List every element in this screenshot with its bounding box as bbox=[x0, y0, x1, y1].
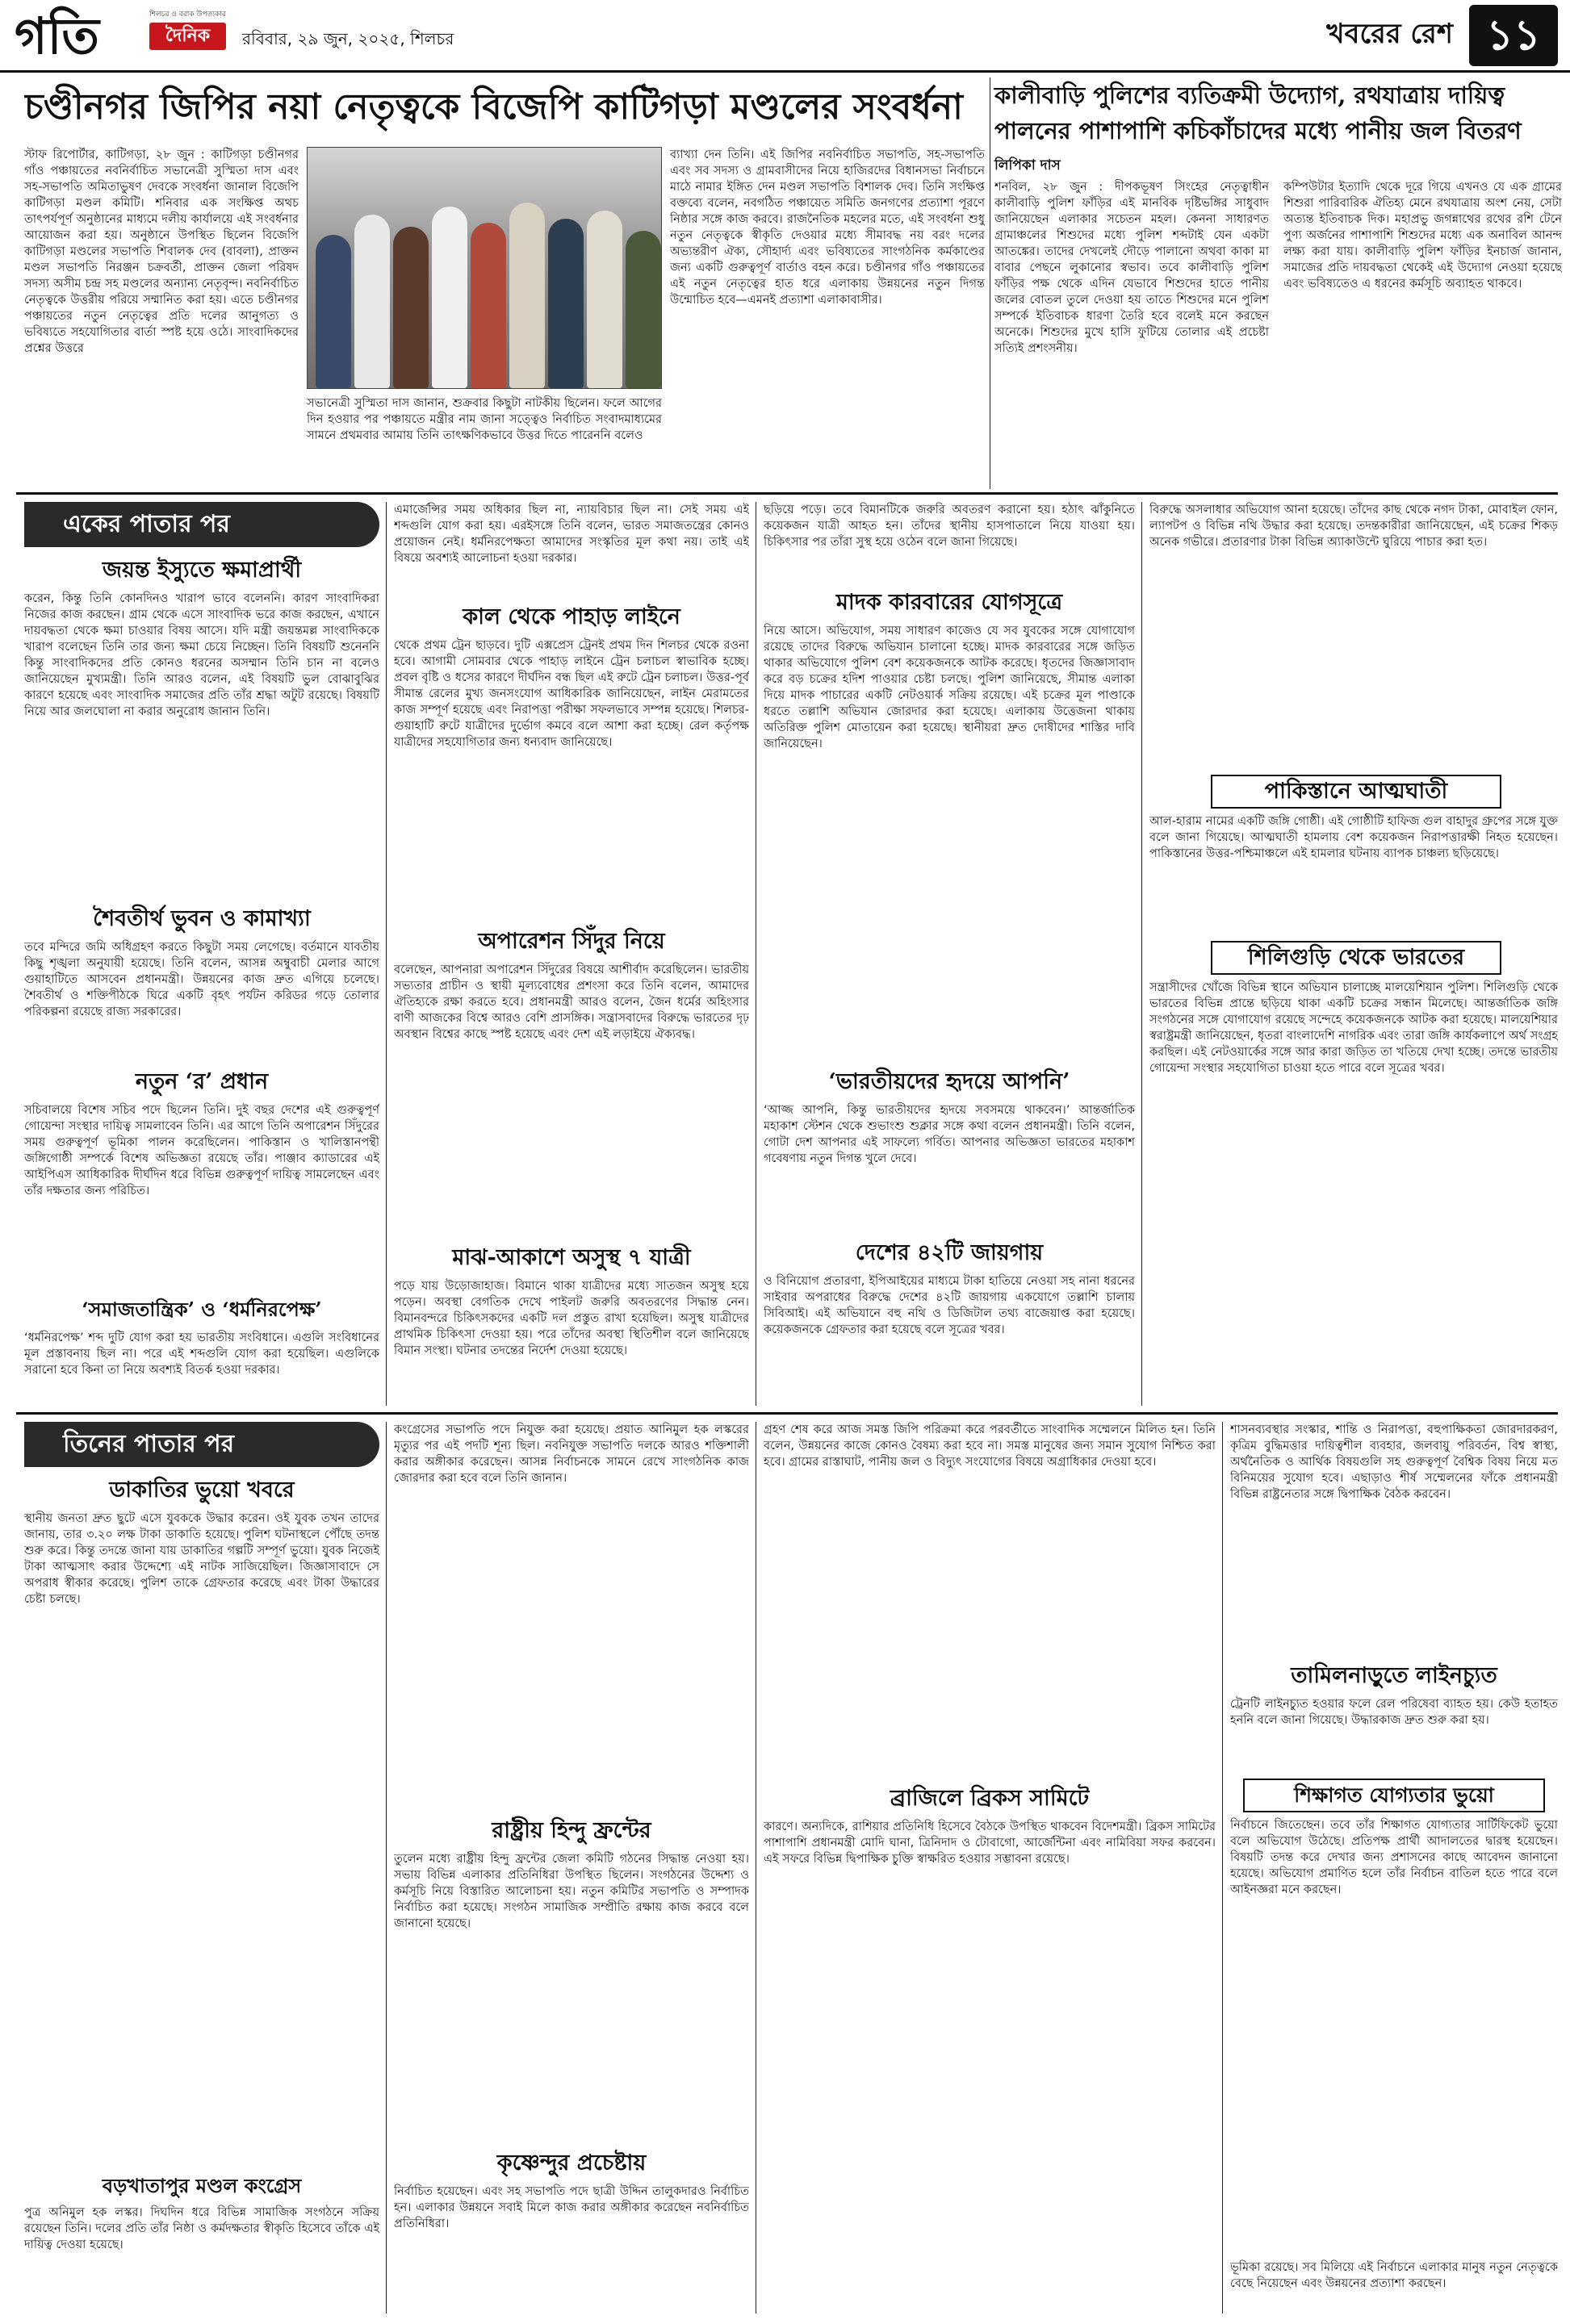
article-hill-line: থেকে প্রথম ট্রেন ছাড়বে। দুটি এক্সপ্রেস ট্রেনই প্রথম দিন শিলচর থেকে রওনা হবে। আগামী সোমবার থেকে পাহাড় লাইনে ট্রেন চলাচল স্বাভাবিক হচ্ছে। প্রবল বৃষ্টি ও ধসের কারণে দীর্ঘদিন বন্ধ ছিল এই রুটে ট্রেন চলাচল। উত্তর-পূর্ব সীমান্ত রেলের মুখ্য জনসংযোগ আধিকারিক জানিয়েছেন, লাইন মেরামতের কাজ সম্পূর্ণ হয়েছে এবং নিরাপত্তা পরীক্ষা সফলভাবে সম্পন্ন হয়েছে। শিলচর-গুয়াহাটি রুটে যাত্রীদের দুর্ভোগ কমবে বলে আশা করা হচ্ছে। রেল কর্তৃপক্ষ যাত্রীদের সহযোগিতার জন্য ধন্যবাদ জানিয়েছে। bbox=[394, 639, 749, 749]
section-banner-continued-page-3: তিনের পাতার পর bbox=[24, 1422, 379, 1467]
article-fake-robbery: স্থানীয় জনতা দ্রুত ছুটে এসে যুবককে উদ্ধার করেন। ওই যুবক তখন তাদের জানায়, তার ৩.২০ লক্ষ টাকা ডাকাতি হয়েছে। পুলিশ ঘটনাস্থলে পৌঁছে তদন্ত শুরু করে। কিন্তু তদন্তে জানা যায় ডাকাতির গল্পটি সম্পূর্ণ ভুয়ো। যুবক নিজেই টাকা আত্মসাৎ করার উদ্দেশ্যে এই নাটক সাজিয়েছিল। জিজ্ঞাসাবাদে সে অপরাধ স্বীকার করেছে। পুলিশ তাকে গ্রেফতার করেছে এবং টাকা উদ্ধারের চেষ্টা চলছে। bbox=[24, 1512, 379, 1606]
lead-photo bbox=[307, 147, 662, 389]
daily-badge: দৈনিক bbox=[149, 23, 226, 50]
column-divider bbox=[1141, 502, 1142, 1406]
article-midair-continued: ছড়িয়ে পড়ে। তবে বিমানটিকে জরুরি অবতরণ করানো হয়। হঠাৎ ঝাঁকুনিতে কয়েকজন যাত্রী আহত হন। তাঁদের স্থানীয় হাসপাতালে নিয়ে যাওয়া হয়। চিকিৎসার পর তাঁরা সুস্থ হয়ে ওঠেন বলে জানা গিয়েছে। bbox=[764, 504, 1135, 549]
subhead-krishnendu: কৃষ্ণেন্দুর প্রচেষ্টায় bbox=[496, 2151, 647, 2176]
article-krishnendu-continued: গ্রহণ শেষ করে আজ সমস্ত জিপি পরিক্রমা করে পরবর্তীতে সাংবাদিক সম্মেলনে মিলিত হন। তিনি বলেন, উন্নয়নের কাজে কোনও বৈষম্য করা হবে না। সমস্ত মানুষের জন্য সমান সুযোগ নিশ্চিত করা হবে। গ্রামের রাস্তাঘাট, পানীয় জল ও বিদ্যুৎ সংযোগের বিষয়ে অগ্রাধিকার দেওয়া হবে। bbox=[764, 1423, 1216, 1469]
article-krishnendu: নির্বাচিত হয়েছেন। এবং সহ সভাপতি পদে ছাত্রী উদ্দিন তালুকদারও নির্বাচিত হন। এলাকার উন্নয়নে সবাই মিলে কাজ করার অঙ্গীকার করেছেন নবনির্বাচিত প্রতিনিধিরা। bbox=[394, 2185, 749, 2230]
column-divider bbox=[386, 1422, 387, 2314]
subhead-fake-robbery: ডাকাতির ভুয়ো খবরে bbox=[109, 1478, 295, 1503]
lead-story-column-2: ব্যাখ্যা দেন তিনি। এই জিপির নবনির্বাচিত সভাপতি, সহ-সভাপতি এবং সব সদস্য ও গ্রামবাসীদের নিয়ে হাজিরদের বিধানসভা নির্বাচনে মাঠে নামার ইঙ্গিত দেন মণ্ডল সভাপতি বিশালক দেব। তিনি সংক্ষিপ্ত বক্তব্যে বলেন, নবগঠিত পঞ্চায়েত সমিতি জনগণের প্রত্যাশা পূরণে নিষ্ঠার সঙ্গে কাজ করবে। রাজনৈতিক মহলের মতে, এই সংবর্ধনা শুধু নতুন নেতৃত্বকে স্বীকৃতি দেওয়ার মধ্যে সীমাবদ্ধ নয় বরং দলের অভ্যন্তরীণ ঐক্য, সৌহার্দ্য এবং ভবিষ্যতের সাংগঠনিক কর্মকাণ্ডের জন্য একটি গুরুত্বপূর্ণ বার্তাও বহন করে। চণ্ডীনগর গাঁও পঞ্চায়তের এই নতুন নেতৃত্বের হাত ধরে এলাকায় উন্নয়নের নতুন দিগন্ত উন্মোচিত হবে—এমনই প্রত্যাশা এলাকাবাসীর। bbox=[670, 148, 985, 307]
column-divider bbox=[386, 502, 387, 1406]
article-tamilnadu-derail: ট্রেনটি লাইনচ্যুত হওয়ার ফলে রেল পরিষেবা ব্যাহত হয়। কেউ হতাহত হননি বলে জানা গিয়েছে। উদ্ধারকাজ দ্রুত শুরু করা হয়। bbox=[1230, 1698, 1558, 1727]
subhead-pakistan-suicide: পাকিস্তানে আত্মঘাতী bbox=[1211, 775, 1501, 809]
article-42-places: ও বিনিয়োগ প্রতারণা, ইপিআইয়ের মাধ্যমে টাকা হাতিয়ে নেওয়া সহ নানা ধরনের সাইবার অপরাধের বিরুদ্ধে দেশের ৪২টি জায়গায় একযোগে তল্লাশি চালায় সিবিআই। এই অভিযানে বহু নথি ও ডিজিটাল তথ্য বাজেয়াপ্ত করা হয়েছে। কয়েকজনকে গ্রেফতার করা হয়েছে বলে সূত্রের খবর। bbox=[764, 1275, 1135, 1336]
subhead-shaivatirtha: শৈবতীর্থ ভুবন ও কামাখ্যা bbox=[93, 906, 311, 931]
subhead-indians-heart: ‘ভারতীয়দের হৃদয়ে আপনি’ bbox=[828, 1069, 1070, 1094]
article-operation-sindoor: বলেছেন, আপনারা অপারেশন সিঁদুরের বিষয়ে আশীর্বাদ করেছিলেন। ভারতীয় সভ্যতার প্রাচীন ও স্থায়ী মূল্যবোধের প্রশংসা করে তিনি বলেন, আমাদের ঐতিহ্যকে রক্ষা করতে হবে। প্রধানমন্ত্রী আরও বলেন, জৈন ধর্মের অহিংসার বাণী আজকের বিশ্বে আরও বেশি প্রাসঙ্গিক। সন্ত্রাসবাদের বিরুদ্ধে ভারতের দৃঢ় অবস্থান বিশ্বের কাছে স্পষ্ট হয়েছে এবং দেশ এই লড়াইয়ে ঐক্যবদ্ধ। bbox=[394, 963, 749, 1041]
subhead-tamilnadu-derail: তামিলনাড়ুতে লাইনচ্যুত bbox=[1291, 1663, 1497, 1688]
right-story-column-2: কম্পিউটার ইত্যাদি থেকে দূরে গিয়ে এখনও যে এক গ্রামের শিশুরা পারিবারিক ঐতিহ্য মেনে রথযাত্রায় অংশ নেয়, সেটা অত্যন্ত ইতিবাচক দিক। মহাপ্রভু জগন্নাথের রথের রশি টেনে পুণ্য অর্জনের পাশাপাশি শিশুদের মধ্যে এক অনাবিল আনন্দ লক্ষ্য করা যায়। কালীবাড়ি পুলিশ ফাঁড়ির ইনচার্জ জানান, সমাজের প্রতি দায়বদ্ধতা থেকেই এই উদ্যোগ নেওয়া হয়েছে এবং ভবিষ্যতেও এ ধরনের কর্মসূচি অব্যাহত থাকবে। bbox=[1283, 181, 1562, 290]
subhead-hill-line: কাল থেকে পাহাড় লাইনে bbox=[463, 604, 680, 629]
dateline: রবিবার, ২৯ জুন, ২০২৫, শিলচর bbox=[242, 29, 454, 48]
article-hindu-front: তুলেন মধ্যে রাষ্ট্রীয় হিন্দু ফ্রন্টের জেলা কমিটি গঠনের সিদ্ধান্ত নেওয়া হয়। সভায় বিভিন্ন এলাকার প্রতিনিধিরা উপস্থিত ছিলেন। সংগঠনের উদ্দেশ্য ও কর্মসূচি নিয়ে বিস্তারিত আলোচনা হয়। নতুন কমিটির সভাপতি ও সম্পাদক নির্বাচিত করা হয়েছে। সংগঠন সামাজিক সম্প্রীতি রক্ষায় কাজ করবে বলে জানানো হয়েছে। bbox=[394, 1853, 749, 1930]
subhead-socialist-secular: ‘সমাজতান্ত্রিক’ ও ‘ধর্মনিরপেক্ষ’ bbox=[82, 1298, 322, 1321]
article-jayanta: করেন, কিন্তু তিনি কোনদিনও খারাপ ভাবে বলেননি। কারণ সাংবাদিকরা নিজের কাজ করছেন। গ্রাম থেকে এসে সাংবাদিক ভরে কাজ করছেন, এখানে দায়বদ্ধতা থেকে ক্ষমা চাওয়ার বিষয় আসে। যদি মন্ত্রী জয়ন্তমল্ল সাংবাদিককে খারাপ বলেছেন তিনি তার জন্য ক্ষমা চেয়ে নিচ্ছেন। তিনি বিষয়টি শুনেননি কিন্তু সাংবাদিকদের প্রতি কোনও ধরনের অসম্মান তিনি চান না বলেও জানিয়েছেন মুখ্যমন্ত্রী। তিনি আরও বলেন, এই বিষয়টি ভুল বোঝাবুঝির কারণে হয়েছে এবং সাংবাদিক সমাজের প্রতি তাঁর শ্রদ্ধা অটুট রয়েছে। বিষয়টি নিয়ে আর জলঘোলা না করার অনুরোধ জানান তিনি। bbox=[24, 592, 379, 718]
section-divider bbox=[16, 1412, 1558, 1415]
article-socialist-secular: ‘ধর্মনিরপেক্ষ’ শব্দ দুটি যোগ করা হয় ভারতীয় সংবিধানে। এগুলি সংবিধানের মূল প্রস্তাবনায় ছিল না। পরে এই শব্দগুলি যোগ করা হয়েছিল। এগুলিকে সরানো হবে কিনা তা নিয়ে অবশ্যই বিতর্ক হওয়া দরকার। bbox=[24, 1331, 379, 1377]
article-42-places-continued: বিরুদ্ধে অসলাধার অভিযোগ আনা হয়েছে। তাঁদের কাছ থেকে নগদ টাকা, মোবাইল ফোন, ল্যাপটপ ও বিভিন্ন নথি উদ্ধার করা হয়েছে। তদন্তকারীরা জানিয়েছেন, এই চক্রের শিকড় অনেক গভীরে। প্রতারণার টাকা বিভিন্ন অ্যাকাউন্টে ঘুরিয়ে পাচার করা হত। bbox=[1149, 504, 1558, 549]
subhead-barkhatapur: বড়খাতাপুর মণ্ডল কংগ্রেস bbox=[102, 2174, 302, 2197]
right-story-column-1: শনবিল, ২৮ জুন : দীপকভূষণ সিংহের নেতৃত্বাধীন কালীবাড়ি পুলিশ ফাঁড়ির এই মানবিক দৃষ্টিভঙ্গির সাধুবাদ জানিয়েছেন এলাকার সচেতন মহল। কেননা সাধারণত গ্রামাঞ্চলের শিশুদের মধ্যে পুলিশ শব্দটাই যেন একটা আতঙ্কের। তাদের দেখলেই দৌড়ে পালানো অথবা কাকা মা বাবার পেছনে লুকানোর স্বভাব। তবে কালীবাড়ি পুলিশ ফাঁড়ির পক্ষ থেকে এদিন যেভাবে শিশুদের হাতে পানীয় জলের বোতল তুলে দেওয়া হয় তাতে শিশুদের মনে পুলিশ সম্পর্কে ইতিবাচক ধারণা তৈরি হবে বলেই মনে করছেন অনেকে। শিশুদের মুখে হাসি ফুটিয়ে তোলার এই প্রচেষ্টা সত্যিই প্রশংসনীয়। bbox=[994, 181, 1269, 355]
newspaper-logo: গতি bbox=[15, 6, 99, 65]
section-divider bbox=[16, 492, 1558, 495]
subhead-42-places: দেশের ৪২টি জায়গায় bbox=[855, 1240, 1044, 1265]
subhead-brics: ব্রাজিলে ব্রিকস সামিটে bbox=[890, 1786, 1090, 1811]
page-number: ১১ bbox=[1469, 5, 1558, 66]
masthead bbox=[0, 0, 1570, 73]
lead-story-under-photo: সভানেত্রী সুস্মিতা দাস জানান, শুক্রবার কিছুটা নাটকীয় ছিলেন। ফলে আগের দিন হওয়ার পর পঞ্চায়তে মন্ত্রীর নাম জানা সত্ত্বেও নির্বাচিত সংবাদমাধ্যমের সামনে প্রথমবার আমায় তিনি তাৎক্ষণিকভাবে উত্তর দিতে পারেননি বলেও bbox=[307, 397, 662, 442]
section-name: খবরের রেশ bbox=[1326, 18, 1453, 50]
lead-story-column-1: স্টাফ রিপোর্টার, কাটিগড়া, ২৮ জুন : কাটিগড়া চণ্ডীনগর গাঁও পঞ্চায়তের নবনির্বাচিত সভানেত্রী সুস্মিতা দাস এবং সহ-সভাপতি অমিতাভুষণ দেবকে সংবর্ধনা জানাল বিজেপি কাটিগড়া মণ্ডল কমিটি। শনিবার এক সংক্ষিপ্ত অথচ তাৎপর্যপূর্ণ অনুষ্ঠানের মাধ্যমে দলীয় কার্যালয়ে এই সংবর্ধনার আয়োজন করা হয়। অনুষ্ঠানে উপস্থিত ছিলেন বিজেপি কাটিগড়া মণ্ডলের সভাপতি শিবালক দেব (বাবলা), প্রাক্তন মণ্ডল সভাপতি নিরঞ্জন চক্রবর্তী, প্রাক্তন জেলা পরিষদ সদস্য অসীম চন্দ্র সহ মণ্ডলের অন্যান্য নেতৃবৃন্দ। নবনির্বাচিত নেতৃত্বকে উত্তরীয় পরিয়ে সম্মানিত করা হয়। এতে চণ্ডীনগর পঞ্চায়তের নতুন নেতৃত্বের প্রতি দলের আনুগত্য ও ভবিষ্যতে সহযোগিতার বার্তা স্পষ্ট হয়ে ওঠে। সাংবাদিকদের প্রশ্নের উত্তরে bbox=[24, 148, 299, 355]
article-drug-trade: নিয়ে আসে। অভিযোগ, সময় সাধারণ কাজেও যে সব যুবকের সঙ্গে যোগাযোগ রয়েছে তাদের বিরুদ্ধে অভিযান চালানো হচ্ছে। মাদক কারবারের সঙ্গে জড়িত থাকার অভিযোগে পুলিশ বেশ কয়েকজনকে আটক করেছে। ধৃতদের জিজ্ঞাসাবাদ করে বড় চক্রের হদিশ পাওয়ার চেষ্টা চলছে। পুলিশ জানিয়েছে, সীমান্ত এলাকা দিয়ে মাদক পাচারের একটি নেটওয়ার্ক সক্রিয় রয়েছে। এই চক্রের মূল পাণ্ডাকে ধরতে তল্লাশি অভিযান জোরদার করা হয়েছে। এলাকায় উত্তেজনা থাকায় অতিরিক্ত পুলিশ মোতায়েন করা হয়েছে। স্থানীয়রা দ্রুত দোষীদের শাস্তির দাবি জানিয়েছেন। bbox=[764, 625, 1135, 750]
subhead-midair-sick: মাঝ-আকাশে অসুস্থ ৭ যাত্রী bbox=[452, 1245, 691, 1270]
article-indians-heart: ‘আজ্জ আপনি, কিন্তু ভারতীয়দের হৃদয়ে সবসময়ে থাকবেন।’ আন্তর্জাতিক মহাকাশ স্টেশন থেকে শুভাংশু শুক্লার সঙ্গে কথা বলেন প্রধানমন্ত্রী। তিনি বলেন, গোটা দেশ আপনার এই সাফল্যে গর্বিত। আপনার অভিজ্ঞতা ভারতের মহাকাশ গবেষণায় নতুন দিগন্ত খুলে দেবে। bbox=[764, 1104, 1135, 1165]
lead-headline: চণ্ডীনগর জিপির নয়া নেতৃত্বকে বিজেপি কাটিগড়া মণ্ডলের সংবর্ধনা bbox=[24, 86, 963, 127]
article-siliguri: সন্ত্রাসীদের খোঁজে বিভিন্ন স্থানে অভিযান চালাচ্ছে মালয়েশিয়ান পুলিশ। শিলিগুড়ি থেকে ভারতের বিভিন্ন প্রান্তে ছড়িয়ে থাকা একটি চক্রের সন্ধান মিলেছে। আন্তর্জাতিক জঙ্গি সংগঠনের সঙ্গে যোগাযোগ রয়েছে সন্দেহে কয়েকজনকে আটক করা হয়েছে। মালয়েশিয়ার স্বরাষ্ট্রমন্ত্রী জানিয়েছেন, ধৃতরা বাংলাদেশি নাগরিক এবং তারা জঙ্গি কার্যকলাপে অর্থ সংগ্রহ করছিল। এই নেটওয়ার্কের সঙ্গে আর কারা জড়িত তা খতিয়ে দেখা হচ্ছে। তদন্তে ভারতীয় গোয়েন্দা সংস্থার সহযোগিতা চাওয়া হতে পারে বলে সূত্রের খবর। bbox=[1149, 981, 1558, 1075]
article-barkhatapur-continued: কংগ্রেসের সভাপতি পদে নিযুক্ত করা হয়েছে। প্রয়াত আনিমুল হক লস্করের মৃত্যুর পর এই পদটি শূন্য ছিল। নবনিযুক্ত সভাপতি দলকে আরও শক্তিশালী করার অঙ্গীকার করেছেন। আসন্ন নির্বাচনকে সামনে রেখে সাংগঠনিক কাজ জোরদার করা হবে বলে তিনি জানান। bbox=[394, 1423, 749, 1485]
subhead-siliguri: শিলিগুড়ি থেকে ভারতের bbox=[1211, 941, 1501, 975]
right-story-headline: কালীবাড়ি পুলিশের ব্যতিক্রমী উদ্যোগ, রথযাত্রায় দায়িত্ব পালনের পাশাপাশি কচিকাঁচাদের মধ্যে পানীয় জল বিতরণ bbox=[994, 82, 1522, 144]
article-midair-sick: পড়ে যায় উড়োজাহাজ। বিমানে থাকা যাত্রীদের মধ্যে সাতজন অসুস্থ হয়ে পড়েন। অবস্থা বেগতিক দেখে পাইলট জরুরি অবতরণের সিদ্ধান্ত নেন। বিমানবন্দরে চিকিৎসকদের একটি দল প্রস্তুত রাখা হয়েছিল। অসুস্থ যাত্রীদের প্রাথমিক চিকিৎসা দেওয়া হয়। পরে তাঁদের অবস্থা স্থিতিশীল বলে জানিয়েছে বিমান সংস্থা। ঘটনার তদন্তের নির্দেশ দেওয়া হয়েছে। bbox=[394, 1280, 749, 1357]
subhead-raw-chief: নতুন ‘র’ প্রধান bbox=[135, 1069, 269, 1094]
subhead-fake-degree: শিক্ষাগত যোগ্যতার ভুয়ো bbox=[1243, 1779, 1545, 1812]
article-brics-continued: শাসনব্যবস্থার সংস্কার, শান্তি ও নিরাপত্তা, বহুপাক্ষিকতা জোরদারকরণ, কৃত্রিম বুদ্ধিমত্তার দায়িত্বশীল ব্যবহার, জলবায়ু পরিবর্তন, বিশ্ব স্বাস্থ্য, অর্থনৈতিক ও আর্থিক বিষয়গুলি সহ গুরুত্বপূর্ণ বৈশ্বিক বিষয় নিয়ে মত বিনিময়ের সুযোগ হবে। এছাড়াও শীর্ষ সম্মেলনের ফাঁকে প্রধানমন্ত্রী বিভিন্ন রাষ্ট্রনেতার সঙ্গে দ্বিপাক্ষিক বৈঠক করবেন। bbox=[1230, 1423, 1558, 1501]
article-barkhatapur: পুত্র অনিমুল হক লস্কর। দিঘদিন ধরে বিভিন্ন সামাজিক সংগঠনে সক্রিয় রয়েছেন তিনি। দলের প্রতি তাঁর নিষ্ঠা ও কর্মদক্ষতার স্বীকৃতি হিসেবে তাঁকে এই দায়িত্ব দেওয়া হয়েছে। bbox=[24, 2206, 379, 2251]
subhead-operation-sindoor: অপারেশন সিঁদুর নিয়ে bbox=[478, 929, 665, 954]
article-shaivatirtha: তবে মন্দিরে জমি অধিগ্রহণ করতে কিছুটা সময় লেগেছে। বর্তমানে যাবতীয় কিছু শৃঙ্খলা অনুযায়ী হয়েছে। তিনি বলেন, আসন্ন অম্বুবাচী মেলার আগে গুয়াহাটিতে আসবেন প্রধানমন্ত্রী। উন্নয়নের কাজ দ্রুত এগিয়ে চলেছে। শৈবতীর্থ ও শক্তিপীঠকে ঘিরে একটি বৃহৎ পর্যটন করিডর গড়ে তোলার পরিকল্পনা রয়েছে রাজ্য সরকারের। bbox=[24, 941, 379, 1018]
subhead-hindu-front: রাষ্ট্রীয় হিন্দু ফ্রন্টের bbox=[492, 1818, 651, 1843]
section-banner-continued-page-1: একের পাতার পর bbox=[24, 502, 379, 547]
subhead-drug-trade: মাদক কারবারের যোগসূত্রে bbox=[835, 590, 1063, 615]
article-raw-chief: সচিবালয়ে বিশেষ সচিব পদে ছিলেন তিনি। দুই বছর দেশের এই গুরুত্বপূর্ণ গোয়েন্দা সংস্থার দায়িত্ব সামলাবেন তিনি। এর আগে তিনি অপারেশন সিঁদুরের সময় গুরুত্বপূর্ণ ভূমিকা পালন করেছিলেন। পাকিস্তান ও খালিস্তানপন্থী জঙ্গিগোষ্ঠী সম্পর্কে বিশেষ অভিজ্ঞতা রয়েছে তাঁর। পাঞ্জাব ক্যাডারের এই আইপিএস আধিকারিক দীর্ঘদিন ধরে বিভিন্ন গুরুত্বপূর্ণ দায়িত্ব সামলেছেন এবং তাঁর দক্ষতার জন্য পরিচিত। bbox=[24, 1104, 379, 1198]
article-brics: কারণে। অন্যদিকে, রাশিয়ার প্রতিনিধি হিসেবে বৈঠকে উপস্থিত থাকবেন বিদেশমন্ত্রী। ব্রিকস সামিটের পাশাপাশি প্রধানমন্ত্রী মোদি ঘানা, ত্রিনিদাদ ও টোবাগো, আর্জেন্টিনা এবং নামিবিয়া সফর করবেন। এই সফরে বিভিন্ন দ্বিপাক্ষিক চুক্তি স্বাক্ষরিত হওয়ার সম্ভাবনা রয়েছে। bbox=[764, 1820, 1216, 1866]
right-story-byline: লিপিকা দাস bbox=[994, 157, 1061, 173]
subhead-jayanta: জয়ন্ত ইস্যুতে ক্ষমাপ্রার্থী bbox=[102, 558, 302, 583]
article-pakistan-suicide: আল-হারাম নামের একটি জঙ্গি গোষ্ঠী। এই গোষ্ঠীটি হাফিজ গুল বাহাদুর গ্রুপের সঙ্গে যুক্ত বলে জানা গিয়েছে। আত্মঘাতী হামলায় বেশ কয়েকজন নিরাপত্তারক্ষী নিহত হয়েছেন। পাকিস্তানের উত্তর-পশ্চিমাঞ্চলে এই হামলার ঘটনায় ব্যাপক চাঞ্চল্য ছড়িয়েছে। bbox=[1149, 815, 1558, 860]
article-secular-continued: এমার্জেন্সির সময় অধিকার ছিল না, ন্যায়বিচার ছিল না। সেই সময় এই শব্দগুলি যোগ করা হয়। এরইসঙ্গে তিনি বলেন, ভারত সমাজতন্ত্রের কোনও প্রয়োজন নেই। ধর্মনিরপেক্ষতা আমাদের সংস্কৃতির মূল কথা নয়। তাই এই বিষয়ে অবশ্যই আলোচনা হওয়া দরকার। bbox=[394, 504, 749, 565]
article-fake-degree: নির্বাচনে জিতেছেন। তবে তাঁর শিক্ষাগত যোগ্যতার সার্টিফিকেট ভুয়ো বলে অভিযোগ উঠেছে। প্রতিপক্ষ প্রার্থী আদালতের দ্বারস্থ হয়েছেন। বিষয়টি তদন্ত করে দেখার জন্য প্রশাসনের কাছে আবেদন জানানো হয়েছে। অভিযোগ প্রমাণিত হলে তাঁর নির্বাচন বাতিল হতে পারে বলে আইনজ্ঞরা মনে করছেন। bbox=[1230, 1819, 1558, 1896]
article-closing-note: ভূমিকা রয়েছে। সব মিলিয়ে এই নির্বাচনে এলাকার মানুষ নতুন নেতৃত্বকে বেছে নিয়েছেন এবং উন্নয়নের প্রত্যাশা করছেন। bbox=[1230, 2261, 1558, 2290]
column-divider bbox=[1222, 1422, 1223, 2314]
logo-tagline: শিলচর ও বরাক উপত্যকার bbox=[149, 10, 226, 19]
